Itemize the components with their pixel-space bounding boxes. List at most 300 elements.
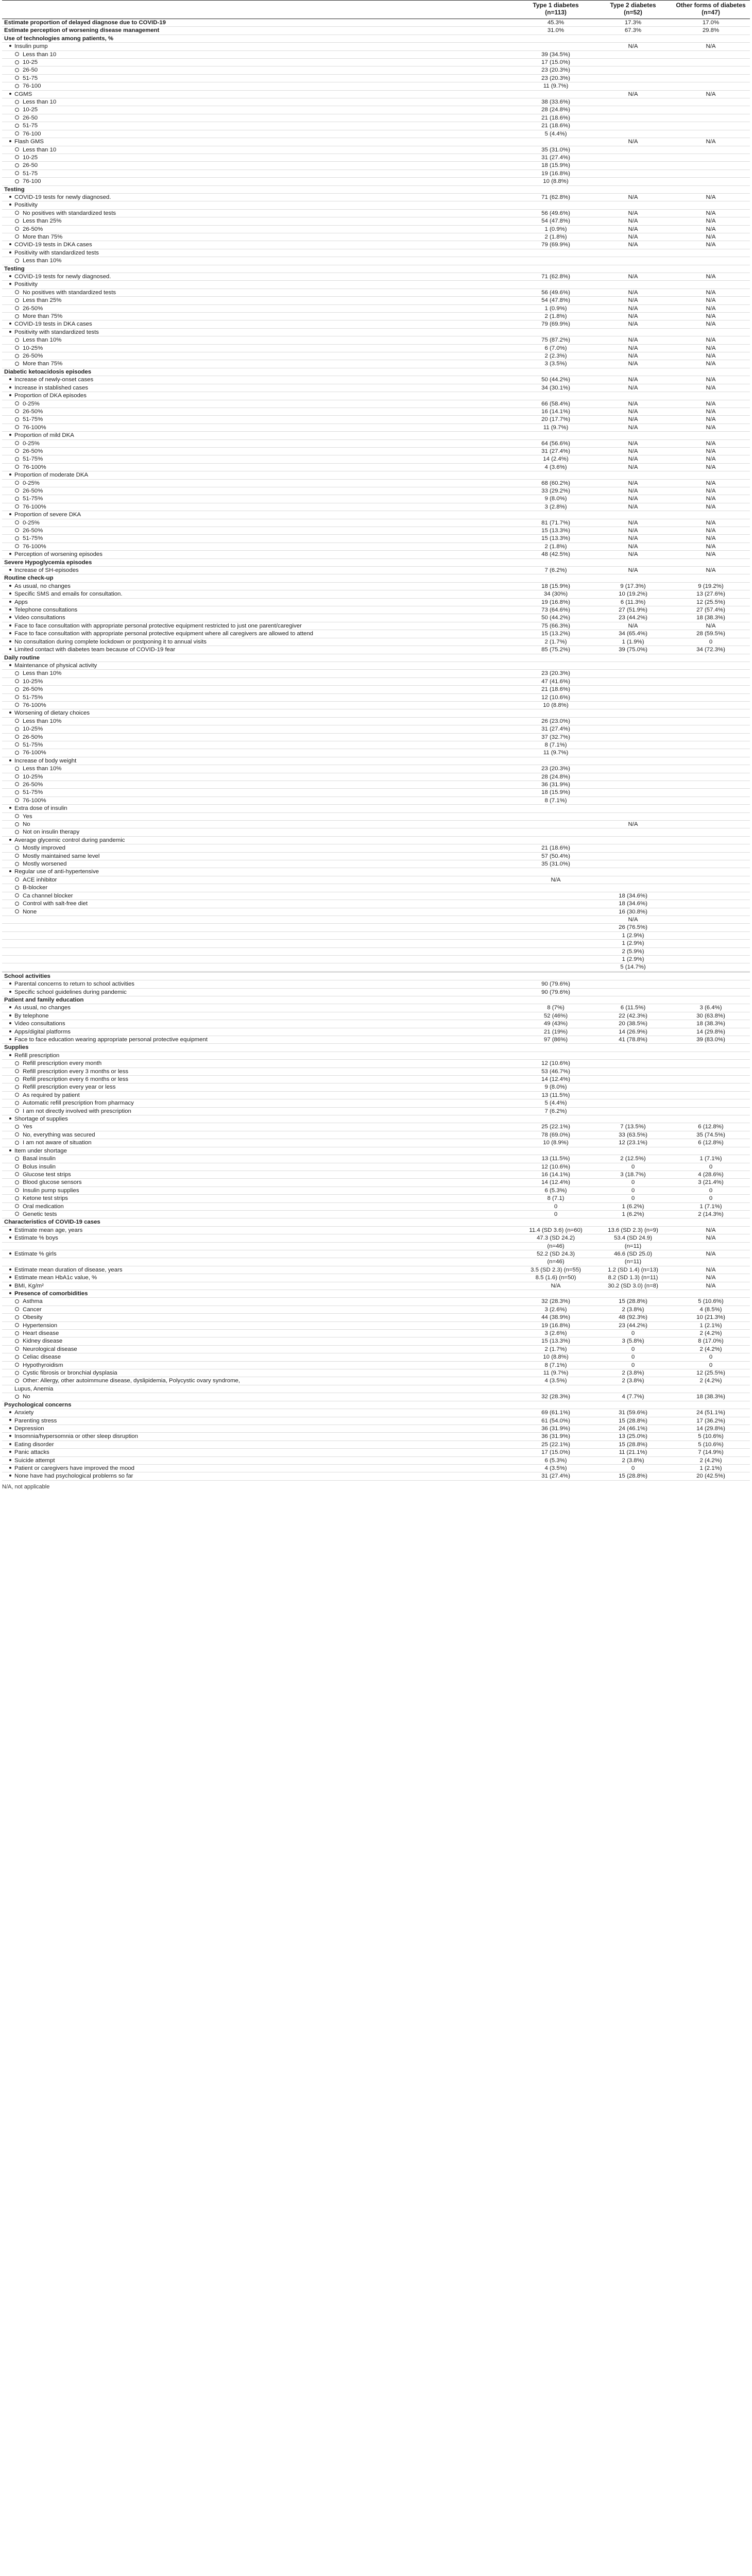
cell-type1 [517,1290,594,1298]
cell-other [672,686,750,693]
row-label-cell [2,447,517,455]
table-row [2,1163,750,1171]
row-label: 10-25% [23,773,43,780]
table-row [2,1123,750,1131]
row-label-cell [2,733,517,741]
cell-other: 5 (10.6%) [672,1440,750,1448]
table-row [2,1353,750,1361]
row-label-cell [2,686,517,693]
row-label: Cystic fibrosis or bronchial dysplasia [23,1370,117,1377]
table-row [2,1234,750,1242]
row-label: Obesity [23,1314,43,1321]
row-label-cell [2,98,517,106]
cell-other [672,805,750,812]
row-label: 51-75 [23,75,38,81]
cell-type1 [517,368,594,376]
cell-other [672,558,750,566]
row-label: 51-75 [23,123,38,129]
cell-type1: 31 (27.4%) [517,1472,594,1480]
cell-other [672,725,750,733]
cell-other: N/A [672,241,750,249]
cell-other [672,1099,750,1107]
cell-type2: 12 (23.1%) [594,1139,672,1147]
row-label: Severe Hypoglycemia episodes [4,559,92,566]
cell-type2 [594,844,672,852]
row-label-cell [2,455,517,463]
row-label-cell [2,1020,517,1028]
cell-type2: 0 [594,1195,672,1202]
table-row [2,574,750,582]
row-label: Face to face consultation with appropriate personal protective equipment restricted to just one parent/caregiver [14,622,302,629]
table-row [2,670,750,677]
cell-type1: 49 (43%) [517,1020,594,1028]
row-label-cell [2,1131,517,1139]
cell-type1: 3 (2.8%) [517,503,594,511]
cell-type1: 10 (8.9%) [517,1139,594,1147]
cell-type2 [594,693,672,701]
cell-type1 [517,201,594,209]
row-label: 26-50% [23,487,43,494]
cell-type2 [594,677,672,685]
table-row [2,963,750,971]
row-label-cell [2,1449,517,1456]
bullet-circle-icon [15,1299,19,1303]
cell-type1: 48 (42.5%) [517,551,594,558]
row-label: Panic attacks [14,1449,49,1456]
table-row [2,1433,750,1440]
cell-type2: N/A [594,503,672,511]
table-row [2,1401,750,1409]
cell-type1: 11 (9.7%) [517,423,594,431]
row-label-cell [2,1044,517,1052]
table-row [2,114,750,122]
row-label: Testing [4,265,25,272]
row-label-cell [2,304,517,312]
row-label: 76-100% [23,797,46,804]
table-row [2,773,750,781]
cell-other [672,471,750,479]
row-label: 51-75% [23,741,43,748]
cell-type2: N/A [594,225,672,233]
row-label-cell [2,940,517,947]
cell-other [672,796,750,804]
header-type1-title: Type 1 diabetes [533,2,579,9]
row-label-cell [2,471,517,479]
row-label: Telephone consultations [14,607,78,614]
cell-type1: 21 (18.6%) [517,844,594,852]
row-label: CGMS [14,91,32,97]
table-row [2,1290,750,1298]
cell-other: N/A [672,1234,750,1242]
cell-type1: 8.5 (1.6) (n=50) [517,1274,594,1282]
row-label: Less than 10 [23,146,57,153]
row-label: Estimate % girls [14,1250,57,1257]
table-row [2,701,750,709]
table-row [2,1115,750,1123]
row-label: Automatic refill prescription from pharmacy [23,1100,134,1107]
row-label-cell [2,551,517,558]
bullet-circle-icon [15,695,19,699]
row-label: More than 75% [23,233,63,240]
bullet-circle-icon [15,1085,19,1089]
cell-type2: N/A [594,408,672,415]
bullet-dot-icon [9,1459,11,1461]
table-row [2,638,750,646]
row-label-cell [2,527,517,535]
cell-type1 [517,432,594,439]
cell-type2: N/A [594,439,672,447]
cell-other [672,1060,750,1067]
cell-type2: 7 (13.5%) [594,1123,672,1131]
cell-type1: 15 (13.3%) [517,535,594,543]
bullet-dot-icon [9,251,11,253]
row-label: Increase of SH-episodes [14,567,79,574]
row-label: Lupus, Anemia [14,1385,54,1392]
bullet-circle-icon [15,259,19,263]
row-label: Estimate perception of worsening disease management [4,27,160,34]
row-label: Less than 10 [23,51,57,58]
cell-type1: 61 (54.0%) [517,1417,594,1425]
cell-type1 [517,662,594,669]
table-row [2,1179,750,1187]
table-row [2,297,750,304]
table-row [2,209,750,217]
table-row [2,1314,750,1321]
bullet-circle-icon [15,1212,19,1216]
table-row [2,432,750,439]
cell-other: N/A [672,495,750,503]
bullet-circle-icon [15,544,19,548]
cell-other [672,852,750,860]
cell-type1: 14 (2.4%) [517,455,594,463]
table-row [2,646,750,654]
cell-type2: N/A [594,352,672,360]
cell-type1 [517,821,594,828]
table-row [2,1052,750,1059]
bullet-dot-icon [9,140,11,142]
table-row [2,582,750,590]
table-row [2,1147,750,1155]
cell-other [672,66,750,74]
header-type2-n: (n=52) [624,9,642,16]
bullet-circle-icon [15,1141,19,1145]
cell-other: N/A [672,138,750,146]
cell-type1: 79 (69.9%) [517,320,594,328]
bullet-dot-icon [9,331,11,333]
cell-other [672,511,750,519]
cell-type2 [594,146,672,154]
cell-type1: 11.4 (SD 3.6) (n=60) [517,1226,594,1234]
table-row [2,535,750,543]
bullet-circle-icon [15,314,19,318]
row-label-cell [2,1210,517,1218]
row-label-cell [2,66,517,74]
row-label-cell [2,1155,517,1163]
row-label-cell [2,812,517,820]
cell-type1: 9 (8.0%) [517,1083,594,1091]
cell-type1 [517,90,594,98]
row-label-cell [2,178,517,185]
table-header [2,1,750,19]
cell-other: N/A [672,447,750,455]
row-label-cell [2,1004,517,1012]
cell-other: 1 (7.1%) [672,1202,750,1210]
table-row [2,1195,750,1202]
row-label: Positivity [14,281,38,288]
cell-type1: 75 (87.2%) [517,336,594,344]
table-row [2,558,750,566]
bullet-dot-icon [9,616,11,618]
bullet-dot-icon [9,473,11,476]
cell-type2: N/A [594,455,672,463]
bullet-circle-icon [15,60,19,64]
cell-type2: 11 (21.1%) [594,1449,672,1456]
row-label-cell [2,1425,517,1432]
table-row [2,1202,750,1210]
table-row [2,320,750,328]
cell-other [672,765,750,773]
cell-other [672,693,750,701]
cell-type1 [517,996,594,1004]
table-row [2,892,750,900]
row-label-cell [2,1202,517,1210]
table-row [2,43,750,50]
row-label-cell [2,884,517,892]
row-label: Proportion of DKA episodes [14,393,87,399]
table-row [2,1274,750,1282]
bullet-circle-icon [15,100,19,104]
cell-type2 [594,852,672,860]
cell-type2: N/A [594,376,672,384]
cell-type1 [517,249,594,257]
bullet-dot-icon [9,1419,11,1421]
cell-type2 [594,392,672,400]
cell-type2: N/A [594,463,672,471]
cell-type2: 3 (18.7%) [594,1171,672,1178]
row-label-cell [2,185,517,193]
row-label-cell [2,392,517,400]
row-label: Proportion of moderate DKA [14,472,89,479]
bullet-circle-icon [15,751,19,755]
cell-type2 [594,558,672,566]
cell-type2 [594,1052,672,1059]
cell-type2: 27 (51.9%) [594,606,672,614]
cell-type2 [594,701,672,709]
table-row [2,805,750,812]
row-label: Diabetic ketoacidosis episodes [4,368,92,375]
row-label: Refill prescription every 6 months or less [23,1076,129,1083]
table-row [2,313,750,320]
cell-type1: 68 (60.2%) [517,479,594,487]
table-row [2,996,750,1004]
cell-other [672,677,750,685]
cell-type1: 35 (31.0%) [517,860,594,868]
row-label-cell [2,74,517,82]
row-label-cell [2,1393,517,1401]
row-label-cell [2,1282,517,1290]
cell-type2: N/A [594,241,672,249]
cell-type1: 36 (31.9%) [517,1425,594,1432]
cell-other: N/A [672,320,750,328]
cell-type2: 3 (5.8%) [594,1337,672,1345]
bullet-dot-icon [9,592,11,595]
row-label-cell [2,352,517,360]
row-label: Routine check-up [4,575,54,582]
row-label: Perception of worsening episodes [14,551,102,558]
table-row [2,1060,750,1067]
cell-type2 [594,773,672,781]
cell-type2 [594,796,672,804]
bullet-circle-icon [15,211,19,215]
table-row [2,567,750,574]
cell-type1 [517,392,594,400]
bullet-circle-icon [15,1315,19,1319]
cell-type1 [517,1401,594,1409]
cell-type1: 1 (0.9%) [517,225,594,233]
cell-type2: 2 (3.8%) [594,1456,672,1464]
cell-type2: 67.3% [594,27,672,35]
cell-type1: 8 (7.1%) [517,1361,594,1369]
cell-type1: 11 (9.7%) [517,82,594,90]
row-label-cell [2,1298,517,1306]
row-label: 26-50% [23,305,43,312]
cell-type1 [517,574,594,582]
cell-type1: 32 (28.3%) [517,1298,594,1306]
table-row [2,217,750,225]
row-label-cell [2,662,517,669]
cell-other [672,98,750,106]
cell-type1: 2 (1.8%) [517,313,594,320]
table-row [2,1369,750,1377]
cell-type2 [594,185,672,193]
cell-type1: 4 (3.6%) [517,463,594,471]
table-row [2,146,750,154]
bullet-circle-icon [15,1371,19,1375]
row-label-cell [2,980,517,988]
cell-type2: N/A [594,289,672,296]
table-row [2,598,750,606]
bullet-circle-icon [15,441,19,445]
row-label: Apps [14,599,28,605]
table-row [2,630,750,638]
cell-other: 17 (36.2%) [672,1417,750,1425]
bullet-circle-icon [15,1347,19,1351]
bullet-circle-icon [15,409,19,413]
bullet-dot-icon [9,204,11,206]
bullet-circle-icon [15,679,19,683]
cell-type1: 23 (20.3%) [517,670,594,677]
row-label-cell [2,495,517,503]
bullet-circle-icon [15,346,19,350]
cell-type1: 8 (7.1%) [517,741,594,749]
row-label-cell [2,1345,517,1353]
cell-type1 [517,924,594,931]
bullet-dot-icon [9,1284,11,1286]
row-label-cell [2,35,517,42]
cell-other [672,860,750,868]
bullet-circle-icon [15,52,19,56]
table-row [2,1020,750,1028]
cell-type1: 31 (27.4%) [517,447,594,455]
cell-other [672,154,750,161]
cell-type1 [517,471,594,479]
table-row [2,1107,750,1115]
header-other [672,1,750,19]
table-row [2,614,750,622]
bullet-dot-icon [9,1236,11,1239]
table-row [2,709,750,717]
cell-type1 [517,281,594,289]
row-label: Proportion of mild DKA [14,432,74,439]
row-label-cell [2,43,517,50]
cell-type1 [517,558,594,566]
table-row [2,1083,750,1091]
cell-type2 [594,805,672,812]
row-label: Less than 10% [23,718,62,724]
bullet-circle-icon [15,234,19,239]
cell-type1 [517,812,594,820]
cell-type2 [594,1115,672,1123]
bullet-circle-icon [15,909,19,913]
bullet-circle-icon [15,290,19,294]
table-row [2,178,750,185]
cell-other: N/A [672,479,750,487]
row-label: Extra dose of insulin [14,805,67,812]
row-label-cell [2,1361,517,1369]
cell-type1 [517,908,594,916]
table-row [2,495,750,503]
row-label: More than 75% [23,313,63,320]
row-label-cell [2,590,517,598]
row-label: Depression [14,1425,44,1432]
cell-type2: N/A [594,313,672,320]
cell-type2: 1.2 (SD 1.4) (n=13) [594,1266,672,1274]
cell-other: 3 (6.4%) [672,1004,750,1012]
bullet-circle-icon [15,465,19,469]
table-row [2,1409,750,1417]
cell-type2: N/A [594,400,672,408]
bullet-dot-icon [9,648,11,650]
bullet-circle-icon [15,1101,19,1105]
table-row [2,828,750,836]
row-label: Increase of body weight [14,757,77,764]
cell-other [672,749,750,757]
bullet-circle-icon [15,504,19,509]
cell-other: 4 (8.5%) [672,1306,750,1313]
cell-other: N/A [672,551,750,558]
table-row [2,423,750,431]
cell-type2: N/A [594,297,672,304]
row-label-cell [2,805,517,812]
bullet-circle-icon [15,719,19,723]
bullet-circle-icon [15,886,19,890]
bullet-circle-icon [15,520,19,524]
row-label: Anxiety [14,1410,34,1416]
cell-other: N/A [672,90,750,98]
row-label: Shortage of supplies [14,1116,68,1123]
row-label-cell [2,654,517,662]
row-label-cell [2,598,517,606]
row-label-cell [2,50,517,58]
table-row [2,757,750,765]
row-label-cell [2,59,517,66]
bullet-circle-icon [15,124,19,128]
table-footnote: N/A, not applicable [2,1483,50,1490]
row-label: Supplies [4,1044,29,1051]
row-label: 76-100% [23,503,46,510]
row-label: Positivity with standardized tests [14,249,99,256]
cell-type2: 34 (65.4%) [594,630,672,638]
